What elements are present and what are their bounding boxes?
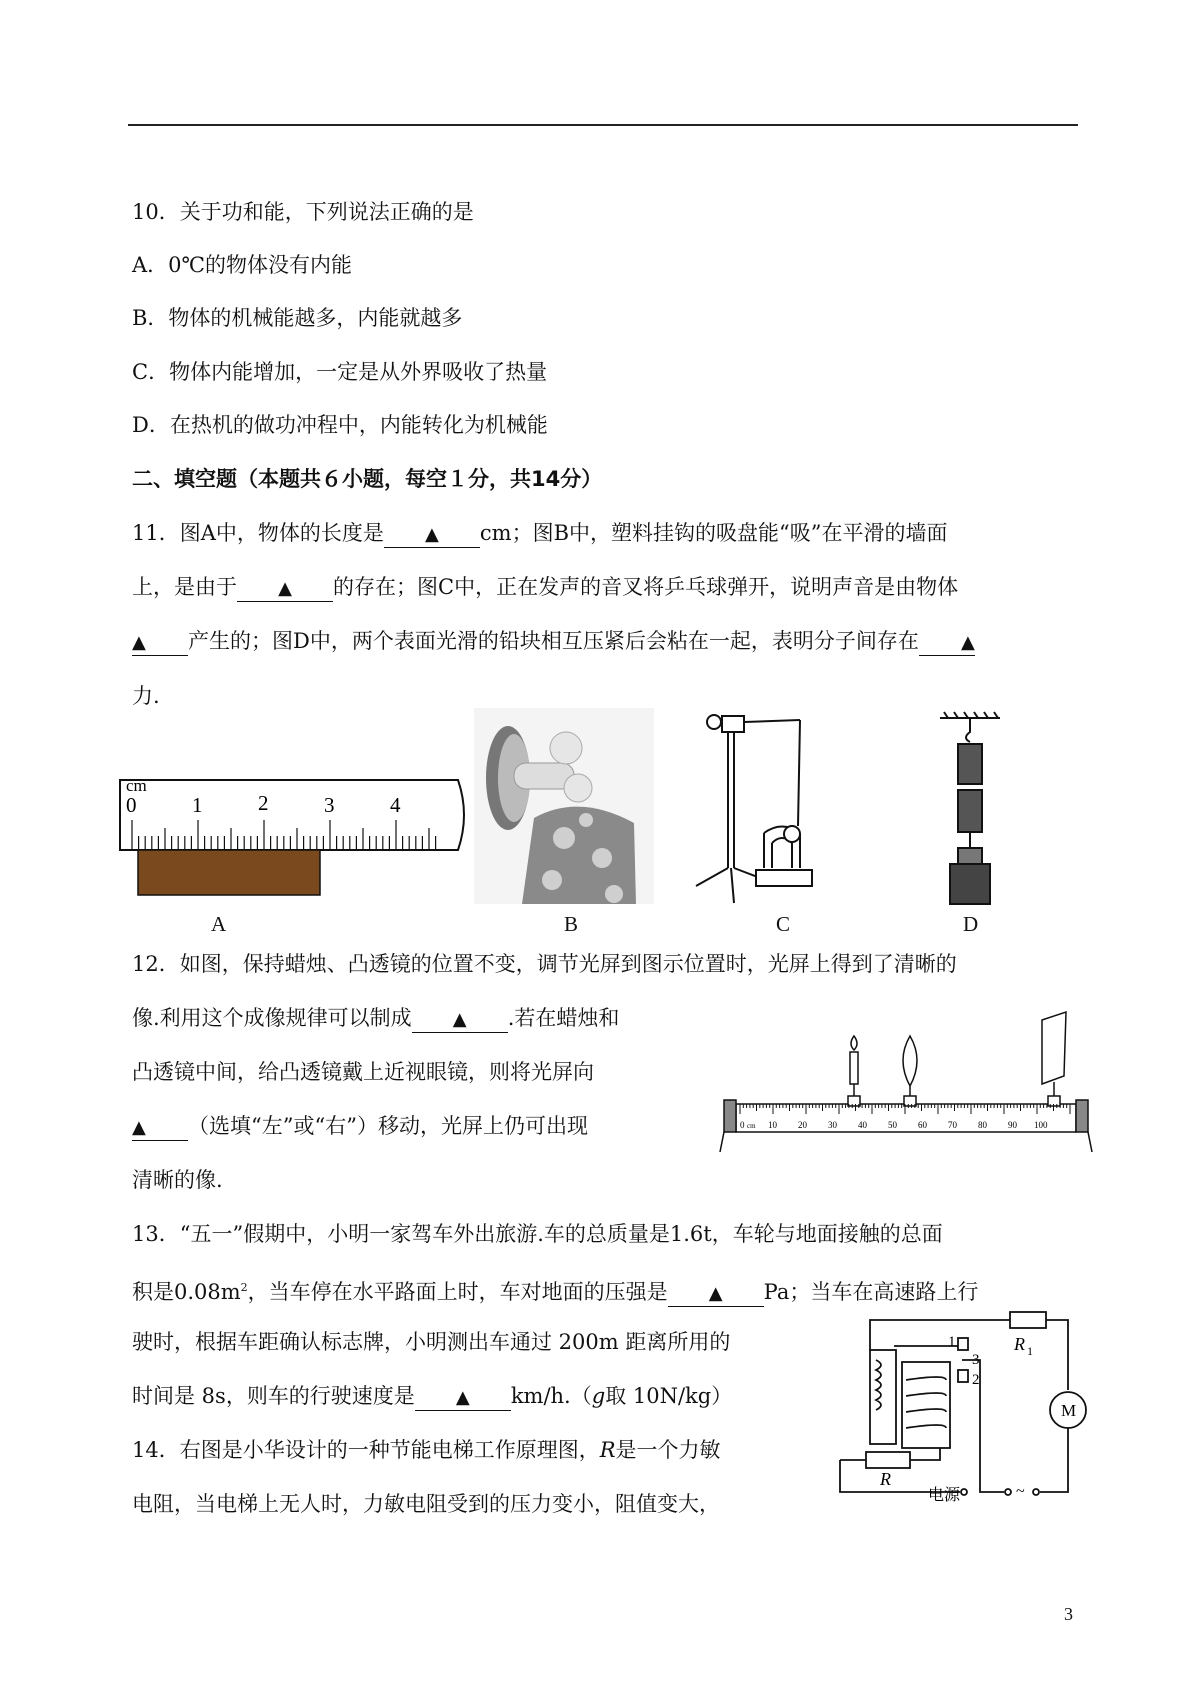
ping-pong-ball <box>784 826 800 842</box>
ac-symbol: ~ <box>1016 1483 1025 1500</box>
q13-text: 取 10N/kg） <box>605 1384 733 1408</box>
bench-label: 60 <box>918 1120 927 1130</box>
answer-blank[interactable]: ▲ <box>919 629 975 656</box>
bench-label: 80 <box>978 1120 987 1130</box>
q13-text: 积是0.08m <box>132 1280 241 1304</box>
ruler-figure <box>118 770 468 910</box>
q13-line-3: 驶时，根据车距确认标志牌，小明测出车通过 200m 距离所用的 <box>132 1330 731 1354</box>
q11-text: 11．图A中，物体的长度是 <box>132 521 384 545</box>
bench-label: 70 <box>948 1120 957 1130</box>
figure-label-b: B <box>564 912 579 936</box>
wooden-block <box>138 850 320 895</box>
figure-label-a: A <box>211 912 227 936</box>
circuit-label-r1-sub: 1 <box>1027 1344 1033 1358</box>
figure-label-d: D <box>963 912 979 936</box>
q12-line-4 <box>132 1112 588 1141</box>
suction-hook-figure <box>474 708 654 904</box>
page-number: 3 <box>1064 1604 1073 1624</box>
answer-blank[interactable]: ▲ <box>415 1384 511 1411</box>
elevator-circuit-figure <box>830 1310 1090 1504</box>
q12-text: .若在蜡烛和 <box>507 1006 620 1030</box>
light-screen <box>1042 1012 1066 1084</box>
q14-line-2: 电阻，当电梯上无人时，力敏电阻受到的压力变小，阻值变大， <box>132 1492 720 1516</box>
q13-text: 时间是 8s，则车的行驶速度是 <box>132 1384 415 1408</box>
q12-line-2 <box>132 1004 619 1033</box>
answer-blank[interactable]: ▲ <box>237 575 333 602</box>
contact-label-2: 2 <box>972 1372 980 1388</box>
q11-line-4: 力. <box>132 684 160 708</box>
circuit-label-r: R <box>880 1469 891 1489</box>
answer-blank[interactable]: ▲ <box>668 1280 764 1307</box>
q13-text: ，当车停在水平路面上时，车对地面的压强是 <box>247 1280 668 1304</box>
power-source-label: 电源 <box>928 1487 961 1504</box>
ruler-label: 3 <box>324 793 335 817</box>
q10-option-a: A．0℃的物体没有内能 <box>132 253 353 277</box>
ruler-label: 1 <box>192 793 203 817</box>
bench-label: 90 <box>1008 1120 1017 1130</box>
motor-label: M <box>1061 1401 1077 1420</box>
resistor-r1 <box>1010 1312 1046 1328</box>
bench-label: 100 <box>1034 1120 1048 1130</box>
answer-blank[interactable]: ▲ <box>384 521 480 548</box>
q12-text: 像.利用这个成像规律可以制成 <box>132 1006 412 1030</box>
optical-bench-figure <box>720 1012 1090 1154</box>
q11-line-3 <box>132 627 975 656</box>
q13-line-2 <box>132 1274 978 1307</box>
q14-text: 是一个力敏 <box>615 1438 721 1462</box>
q10-option-c: C．物体内能增加，一定是从外界吸收了热量 <box>132 360 548 384</box>
figure-label-c: C <box>776 912 791 936</box>
header-rule <box>128 124 1078 126</box>
candle-flame <box>851 1036 857 1050</box>
ruler-label: 4 <box>390 793 401 817</box>
q13-g-symbol: g <box>591 1384 606 1408</box>
contact-label-3: 3 <box>972 1352 980 1368</box>
answer-blank[interactable]: ▲ <box>132 629 188 656</box>
ruler-label: 2 <box>258 791 269 815</box>
circuit-label-r1: R <box>1014 1334 1025 1354</box>
q10-option-b: B．物体的机械能越多，内能就越多 <box>132 306 463 330</box>
section-title: 二、填空题（本题共６小题，每空１分，共14分） <box>132 467 603 491</box>
q11-text: cm；图B中，塑料挂钩的吸盘能“吸”在平滑的墙面 <box>479 521 948 545</box>
bench-label: 40 <box>858 1120 867 1130</box>
bench-label: 0 <box>740 1120 745 1130</box>
contact-label-1: 1 <box>948 1334 956 1350</box>
q11-line-2 <box>132 573 958 602</box>
q12-line-1: 12．如图，保持蜡烛、凸透镜的位置不变，调节光屏到图示位置时，光屏上得到了清晰的 <box>132 952 957 976</box>
q13-line-1: 13．“五一”假期中，小明一家驾车外出旅游.车的总质量是1.6t，车轮与地面接触的总面 <box>132 1222 943 1246</box>
bench-unit: cm <box>747 1122 756 1130</box>
q14-line-1 <box>132 1436 721 1464</box>
tuning-fork-figure <box>676 708 866 908</box>
q11-text: 产生的；图D中，两个表面光滑的铅块相互压紧后会粘在一起，表明分子间存在 <box>188 629 919 653</box>
bench-label: 10 <box>768 1120 777 1130</box>
answer-blank[interactable]: ▲ <box>412 1006 508 1033</box>
lead-blocks-figure <box>932 708 1012 908</box>
ruler-label: 0 <box>126 793 137 817</box>
candle <box>850 1052 858 1084</box>
ruler-unit: cm <box>126 776 147 795</box>
q13-text: km/h.（ <box>510 1384 592 1408</box>
resistor-r <box>866 1452 910 1468</box>
q14-r-symbol: R <box>599 1438 616 1462</box>
q11-line-1 <box>132 519 947 548</box>
q14-text: 14．右图是小华设计的一种节能电梯工作原理图， <box>132 1438 600 1462</box>
convex-lens <box>903 1036 917 1086</box>
q11-text: 的存在；图C中，正在发声的音叉将乒乓球弹开，说明声音是由物体 <box>333 575 959 599</box>
bench-label: 30 <box>828 1120 837 1130</box>
q11-text: 上，是由于 <box>132 575 237 599</box>
q13-superscript: 2 <box>240 1281 248 1294</box>
q12-text: （选填“左”或“右”）移动，光屏上仍可出现 <box>188 1114 588 1138</box>
q13-text: Pa；当车在高速路上行 <box>763 1280 979 1304</box>
bench-label: 20 <box>798 1120 807 1130</box>
bench-label: 50 <box>888 1120 897 1130</box>
q10-option-d: D．在热机的做功冲程中，内能转化为机械能 <box>132 413 548 437</box>
q13-line-4 <box>132 1382 732 1411</box>
answer-blank[interactable]: ▲ <box>132 1114 188 1141</box>
q12-line-5: 清晰的像. <box>132 1168 223 1192</box>
q12-line-3: 凸透镜中间，给凸透镜戴上近视眼镜，则将光屏向 <box>132 1060 594 1084</box>
q10-stem: 10．关于功和能，下列说法正确的是 <box>132 200 474 224</box>
